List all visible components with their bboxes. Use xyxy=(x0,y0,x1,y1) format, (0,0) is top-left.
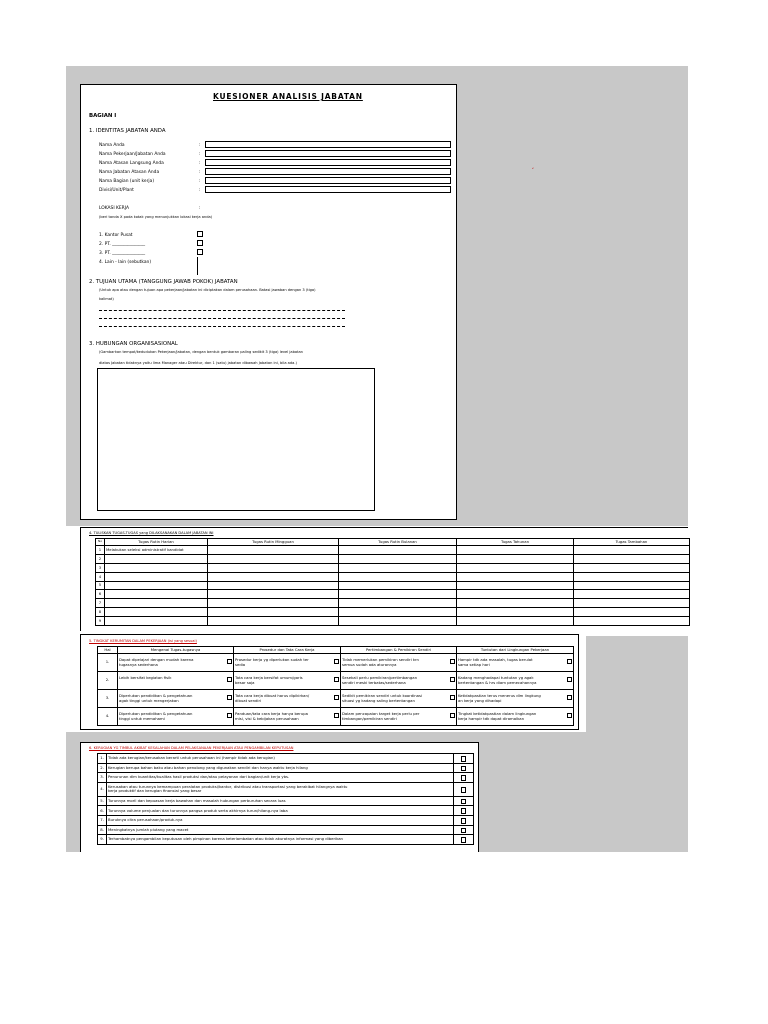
option-text: sendiri meski terbatas/sederhana xyxy=(342,680,406,685)
option-checkbox[interactable] xyxy=(450,695,455,700)
loss-item-text: Turunnya volume penjualan dan turunnya pangsa produk serta akhirnya turun/hilang-nya laba xyxy=(108,807,288,813)
loss-checkbox[interactable] xyxy=(461,787,467,793)
task-cell[interactable] xyxy=(574,563,690,572)
row-number: 4. xyxy=(98,782,107,796)
field-label-divisi: Divisi/Unit/Plant xyxy=(99,188,134,193)
option-checkbox[interactable] xyxy=(227,695,232,700)
colon: : xyxy=(199,152,201,157)
answer-line[interactable] xyxy=(99,326,345,327)
loss-checkbox[interactable] xyxy=(461,837,467,843)
loss-item-text: Kerugian berupa bahan baku atau bahan penolong yang digunakan sendiri dan hanya waktu kerja hilang xyxy=(108,764,308,770)
option-checkbox[interactable] xyxy=(450,659,455,664)
task-cell[interactable] xyxy=(574,617,690,626)
table-row xyxy=(96,563,690,572)
complexity-panel xyxy=(80,634,579,730)
table-row xyxy=(98,782,474,796)
col-header-pertimbangan: Pertimbangan & Pemikiran Sendiri xyxy=(341,647,457,654)
complexity-option-cell[interactable] xyxy=(341,690,457,708)
task-cell[interactable] xyxy=(457,546,574,555)
loss-item-cell xyxy=(107,763,454,773)
loss-item-text: Kerusakan atau turunnya kemampuan peralatan produksi/kantor, distribusi atau transportasi yang berakibat hilangnya waktu xyxy=(108,784,348,790)
task-cell[interactable] xyxy=(208,572,339,581)
task-harian-cell[interactable] xyxy=(105,617,208,626)
task-cell[interactable] xyxy=(457,581,574,590)
task-harian-cell[interactable] xyxy=(105,563,208,572)
task-cell[interactable] xyxy=(574,590,690,599)
complexity-option-cell[interactable] xyxy=(118,654,234,672)
colon: : xyxy=(199,206,201,211)
option-text: Panduan/tata cara kerja hanya berupa xyxy=(235,712,308,717)
section2-note-1: (Untuk apa atau dengan tujuan apa pekerjaan/jabatan ini diciptakan dalam perusahaan. Batasi jawaban dengan 3 (tiga) xyxy=(99,288,316,292)
task-harian-cell[interactable] xyxy=(105,581,208,590)
loss-item-text: Turunnya moril dan kepuasan kerja bawahan dan masalah hubungan perburuhan secara luas xyxy=(108,797,286,803)
task-cell[interactable] xyxy=(339,563,457,572)
task-harian-cell[interactable] xyxy=(105,572,208,581)
loss-item-cell xyxy=(107,754,454,764)
row-number: 8 xyxy=(96,608,105,617)
divisi-input[interactable] xyxy=(205,186,451,193)
option-text: Tata cara kerja dibuat harus dipikirkan/ xyxy=(235,694,310,699)
colon: : xyxy=(199,188,201,193)
option-text: misi, visi & kebijakan perusahaan xyxy=(235,716,299,721)
task-cell[interactable] xyxy=(339,581,457,590)
loss-item-cell xyxy=(107,806,454,816)
task-cell[interactable] xyxy=(457,590,574,599)
option-text: Dalam pencapaian target kerja perlu per xyxy=(342,712,420,717)
row-number: 1. xyxy=(98,654,118,672)
option-text: Sedikit pemikiran sendiri untuk koordinasi xyxy=(342,694,422,699)
complexity-option-cell[interactable] xyxy=(457,672,574,690)
field-label-nama: Nama Anda xyxy=(99,143,125,148)
option-text: Dapat dipelajari dengan mudah karena xyxy=(119,658,194,663)
row-number: 5. xyxy=(98,796,107,806)
task-cell[interactable] xyxy=(208,546,339,555)
loss-checkbox-cell[interactable] xyxy=(454,825,474,835)
row-number: 7 xyxy=(96,599,105,608)
lokasi-checkbox-2[interactable] xyxy=(197,240,203,246)
bagian-label: BAGIAN I xyxy=(89,113,117,119)
lokasi-option-2: 2. PT. _______________ xyxy=(99,242,146,247)
field-label-jabatan-atasan: Nama Jabatan Atasan Anda xyxy=(99,170,160,175)
bagian-input[interactable] xyxy=(205,177,451,184)
loss-item-cell xyxy=(107,796,454,806)
option-text: sama setiap hari xyxy=(458,662,490,667)
loss-item-text: Meningkatnya jumlah piutang yang macet xyxy=(108,826,189,832)
option-text: kerja hampir tdk dapat diramalkan xyxy=(458,716,524,721)
table-row xyxy=(98,763,474,773)
colon: : xyxy=(199,179,201,184)
loss-item-text: Penurunan dlm kuantitas/kualitas hasil produksi dan/atau pelayanan dari bagian/unit kerja ybs. xyxy=(108,774,290,780)
table-row xyxy=(96,608,690,617)
col-header-harian: Tugas Rutin Harian xyxy=(105,539,208,546)
complexity-option-cell[interactable] xyxy=(457,690,574,708)
option-text: Lebih bersifat kegiatan fisik xyxy=(119,676,172,681)
lokasi-option-1: 1. Kantor Pusat xyxy=(99,233,133,238)
table-row xyxy=(98,754,474,764)
option-text: Prosedur kerja yg diperlukan sudah ter xyxy=(235,658,309,663)
complexity-option-cell[interactable] xyxy=(118,690,234,708)
col-header-prosedur: Prosedur dan Tata Cara Kerja xyxy=(234,647,341,654)
atasan-input[interactable] xyxy=(205,159,451,166)
table-row xyxy=(98,690,574,708)
task-harian-cell[interactable]: Melakukan seleksi administratif kandidat xyxy=(105,546,208,555)
complexity-option-cell[interactable] xyxy=(457,708,574,726)
task-cell[interactable] xyxy=(208,581,339,590)
loss-checkbox-cell[interactable] xyxy=(454,754,474,764)
task-cell[interactable] xyxy=(457,617,574,626)
red-mark: ‘ xyxy=(532,167,534,174)
loss-checkbox-cell[interactable] xyxy=(454,815,474,825)
task-harian-cell[interactable] xyxy=(105,608,208,617)
task-cell[interactable] xyxy=(457,599,574,608)
loss-item-text: kerja produktif dan kerugian finansial yang besar xyxy=(108,788,202,794)
loss-item-cell xyxy=(107,815,454,825)
complexity-option-cell[interactable] xyxy=(234,672,341,690)
colon: : xyxy=(199,143,201,148)
option-text: timbangan/pemikiran sendiri xyxy=(342,716,397,721)
option-checkbox[interactable] xyxy=(567,695,572,700)
task-cell[interactable] xyxy=(339,617,457,626)
loss-checkbox[interactable] xyxy=(461,756,467,762)
task-cell[interactable] xyxy=(208,617,339,626)
task-cell[interactable] xyxy=(574,554,690,563)
loss-checkbox[interactable] xyxy=(461,808,467,814)
option-text: Diperlukan pendidikan & pengetahuan xyxy=(119,712,193,717)
task-cell[interactable] xyxy=(339,554,457,563)
lokasi-option-3: 3. PT. _______________ xyxy=(99,251,146,256)
task-cell[interactable] xyxy=(208,563,339,572)
loss-item-cell xyxy=(107,835,454,845)
section5-heading: 5. TINGKAT KERUMITAN DALAM PEKERJAAN (isi yang sesuai) xyxy=(89,639,197,643)
task-cell[interactable] xyxy=(457,572,574,581)
answer-line[interactable] xyxy=(99,318,345,319)
loss-checkbox[interactable] xyxy=(461,766,467,772)
option-checkbox[interactable] xyxy=(450,677,455,682)
option-text: agak tinggi untuk mengerjakan xyxy=(119,698,179,703)
answer-line[interactable] xyxy=(99,310,345,311)
loss-panel xyxy=(80,742,479,852)
task-cell[interactable] xyxy=(339,608,457,617)
option-checkbox[interactable] xyxy=(227,677,232,682)
row-number: 4. xyxy=(98,708,118,726)
option-checkbox[interactable] xyxy=(334,695,339,700)
option-text: besar saja xyxy=(235,680,255,685)
table-row xyxy=(98,708,574,726)
row-number: 2. xyxy=(98,763,107,773)
option-text: situasi yg kadang saling bertentangan xyxy=(342,698,415,703)
section1-heading: 1. IDENTITAS JABATAN ANDA xyxy=(89,128,166,134)
gray-background-mid xyxy=(586,636,688,732)
loss-checkbox[interactable] xyxy=(461,775,467,781)
task-cell[interactable] xyxy=(457,608,574,617)
lokasi-other-line[interactable] xyxy=(197,257,198,275)
row-number: 6. xyxy=(98,806,107,816)
option-text: an kerja yang dihadapi xyxy=(458,698,502,703)
col-header-tahunan: Tugas Tahunan xyxy=(457,539,574,546)
complexity-option-cell[interactable] xyxy=(234,690,341,708)
option-text: Tingkat ketidakpastian dalam lingkungan xyxy=(458,712,537,717)
option-text: Sesekali perlu pemikiran/pertimbangan xyxy=(342,676,417,681)
option-text: Hampir tdk ada masalah, tugas berulat xyxy=(458,658,533,663)
option-checkbox[interactable] xyxy=(334,713,339,718)
option-text: tugasnya sederhana xyxy=(119,662,158,667)
section4-heading: 4. TULISKAN TUGAS-TUGAS yang DILAKSANAKAN DALAM JABATAN INI xyxy=(89,531,214,535)
option-text: Ketidakpastian terus menerus dlm lingkung xyxy=(458,694,541,699)
col-header-tambahan: Tugas Tambahan xyxy=(574,539,690,546)
table-row xyxy=(98,672,574,690)
lokasi-note: (beri tanda X pada kotak yang menunjukkan lokasi kerja anda) xyxy=(99,215,213,219)
section3-note-2: diatas Jabatan tidaknya yaitu lima Manager atau Direktur, dan 1 (satu) jabatan dibawah Jabatan ini, bila ada.) xyxy=(99,361,297,365)
col-header-bulanan: Tugas Rutin Bulanan xyxy=(339,539,457,546)
task-cell[interactable] xyxy=(574,608,690,617)
complexity-option-cell[interactable] xyxy=(341,654,457,672)
loss-item-cell xyxy=(107,773,454,783)
option-text: Kadang menghadapai tuntutan yg agak xyxy=(458,676,534,681)
row-number: 4 xyxy=(96,572,105,581)
nama-input[interactable] xyxy=(205,141,451,148)
row-number: 3. xyxy=(98,690,118,708)
section2-note-2: kalimat) xyxy=(99,297,114,301)
loss-checkbox-cell[interactable] xyxy=(454,773,474,783)
loss-checkbox[interactable] xyxy=(461,818,467,824)
row-number: 9. xyxy=(98,835,107,845)
loss-item-text: Tidak ada kerugian/kerusakan berarti untuk perusahaan ini (hampir tidak ada kerugian) xyxy=(108,755,275,761)
task-cell[interactable] xyxy=(208,608,339,617)
col-header-mingguan: Tugas Rutin Mingguan xyxy=(208,539,339,546)
option-text: sedia xyxy=(235,662,246,667)
option-checkbox[interactable] xyxy=(227,659,232,664)
table-row xyxy=(96,590,690,599)
complexity-option-cell[interactable] xyxy=(118,672,234,690)
option-checkbox[interactable] xyxy=(334,659,339,664)
table-row xyxy=(98,773,474,783)
row-number: 1. xyxy=(98,754,107,764)
org-chart-box[interactable] xyxy=(97,368,375,511)
task-cell[interactable] xyxy=(339,590,457,599)
task-harian-cell[interactable] xyxy=(105,599,208,608)
task-cell[interactable] xyxy=(208,554,339,563)
loss-checkbox[interactable] xyxy=(461,828,467,834)
row-number: 8. xyxy=(98,825,107,835)
colon: : xyxy=(199,170,201,175)
complexity-option-cell[interactable] xyxy=(118,708,234,726)
option-text: tinggi untuk memahami xyxy=(119,716,165,721)
option-text: dibuat sendiri xyxy=(235,698,262,703)
option-text: Diperlukan pendidikan & pengetahuan xyxy=(119,694,193,699)
row-number: 3 xyxy=(96,563,105,572)
option-checkbox[interactable] xyxy=(227,713,232,718)
tasks-table xyxy=(95,538,690,626)
col-header-hal: Hal xyxy=(98,647,118,654)
row-number: 3. xyxy=(98,773,107,783)
loss-item-text: Buruknya citra perusahaan/produk-nya xyxy=(108,817,183,823)
field-label-bagian: Nama Bagian (unit kerja) xyxy=(99,179,155,184)
table-row xyxy=(96,546,690,555)
complexity-option-cell[interactable] xyxy=(341,672,457,690)
task-cell[interactable] xyxy=(457,563,574,572)
task-cell[interactable] xyxy=(339,572,457,581)
table-row xyxy=(98,825,474,835)
task-cell[interactable] xyxy=(574,546,690,555)
section6-heading: 6. KERUGIAN YG TIMBUL AKIBAT KESALAHAN DALAM PELAKSANAAN PEKERJAAN ATAU PENGAMBILAN KEPUTUSAN xyxy=(89,746,294,750)
lokasi-checkbox-1[interactable] xyxy=(197,231,203,237)
loss-table xyxy=(97,753,474,845)
table-row xyxy=(98,654,574,672)
table-row xyxy=(96,554,690,563)
page-title: KUESIONER ANALISIS JABATAN xyxy=(213,92,363,101)
task-harian-cell[interactable] xyxy=(105,554,208,563)
task-harian-cell[interactable] xyxy=(105,590,208,599)
lokasi-label: LOKASI KERJA xyxy=(99,206,129,211)
pekerjaan-input[interactable] xyxy=(205,150,451,157)
option-text: Tidak memerlukan pemikiran sendiri krn xyxy=(342,658,419,663)
complexity-option-cell[interactable] xyxy=(457,654,574,672)
task-cell[interactable] xyxy=(457,554,574,563)
table-row xyxy=(96,572,690,581)
task-cell[interactable] xyxy=(574,599,690,608)
loss-item-text: Terhambatnya pengambilan keputusan oleh pimpinan karena keterlambatan atau tidak akuratnya informasi yang diberikan xyxy=(108,836,343,842)
table-row xyxy=(98,835,474,845)
row-number: 7. xyxy=(98,815,107,825)
loss-checkbox-cell[interactable] xyxy=(454,806,474,816)
table-row xyxy=(98,815,474,825)
task-cell[interactable] xyxy=(339,546,457,555)
loss-item-cell xyxy=(107,825,454,835)
loss-checkbox-cell[interactable] xyxy=(454,796,474,806)
colon: : xyxy=(199,161,201,166)
loss-checkbox-cell[interactable] xyxy=(454,782,474,796)
row-number: 9 xyxy=(96,617,105,626)
loss-checkbox[interactable] xyxy=(461,799,467,805)
section2-heading: 2. TUJUAN UTAMA (TANGGUNG JAWAB POKOK) JABATAN xyxy=(89,279,238,285)
complexity-option-cell[interactable] xyxy=(234,708,341,726)
questionnaire-sheet-1 xyxy=(80,84,457,520)
table-row xyxy=(96,617,690,626)
table-row xyxy=(98,796,474,806)
option-text: Tata cara kerja bersifat umum/garis xyxy=(235,676,303,681)
task-cell[interactable] xyxy=(208,599,339,608)
task-cell[interactable] xyxy=(574,581,690,590)
option-text: bertentangan & hrs diam pemecahannya xyxy=(458,680,537,685)
option-checkbox[interactable] xyxy=(567,677,572,682)
task-cell[interactable] xyxy=(574,572,690,581)
option-checkbox[interactable] xyxy=(334,677,339,682)
section3-heading: 3. HUBUNGAN ORGANISASIONAL xyxy=(89,341,178,347)
col-header-no: No xyxy=(96,539,105,546)
lokasi-option-4: 4. Lain - lain (sebutkan) xyxy=(99,260,152,265)
option-checkbox[interactable] xyxy=(567,713,572,718)
row-number: 5 xyxy=(96,581,105,590)
loss-checkbox-cell[interactable] xyxy=(454,763,474,773)
row-number: 2. xyxy=(98,672,118,690)
section3-note-1: (Gambarkan tempat/kedudukan Pekerjaan/Jabatan, dengan bentuk gambaran paling sedikit 3 (tiga) level jabatan xyxy=(99,350,303,354)
row-number: 6 xyxy=(96,590,105,599)
option-checkbox[interactable] xyxy=(450,713,455,718)
field-label-pekerjaan: Nama Pekerjaan/Jabatan Anda xyxy=(99,152,166,157)
complexity-option-cell[interactable] xyxy=(234,654,341,672)
task-cell[interactable] xyxy=(339,599,457,608)
row-number: 2 xyxy=(96,554,105,563)
jabatan-atasan-input[interactable] xyxy=(205,168,451,175)
complexity-option-cell[interactable] xyxy=(341,708,457,726)
field-label-atasan: Nama Atasan Langsung Anda xyxy=(99,161,164,166)
col-header-tugas: Mengenai Tugas-tugasnya xyxy=(118,647,234,654)
lokasi-checkbox-3[interactable] xyxy=(197,249,203,255)
option-text xyxy=(119,681,227,685)
task-cell[interactable] xyxy=(208,590,339,599)
col-header-tuntutan: Tuntutan dari Lingkungan Pekerjaan xyxy=(457,647,574,654)
row-number: 1 xyxy=(96,546,105,555)
tasks-panel xyxy=(80,527,688,631)
loss-item-cell xyxy=(107,782,454,796)
option-checkbox[interactable] xyxy=(567,659,572,664)
complexity-table xyxy=(97,646,574,726)
loss-checkbox-cell[interactable] xyxy=(454,835,474,845)
table-row xyxy=(98,806,474,816)
table-row xyxy=(96,599,690,608)
option-text: semua sudah ada aturannya xyxy=(342,662,397,667)
table-row xyxy=(96,581,690,590)
